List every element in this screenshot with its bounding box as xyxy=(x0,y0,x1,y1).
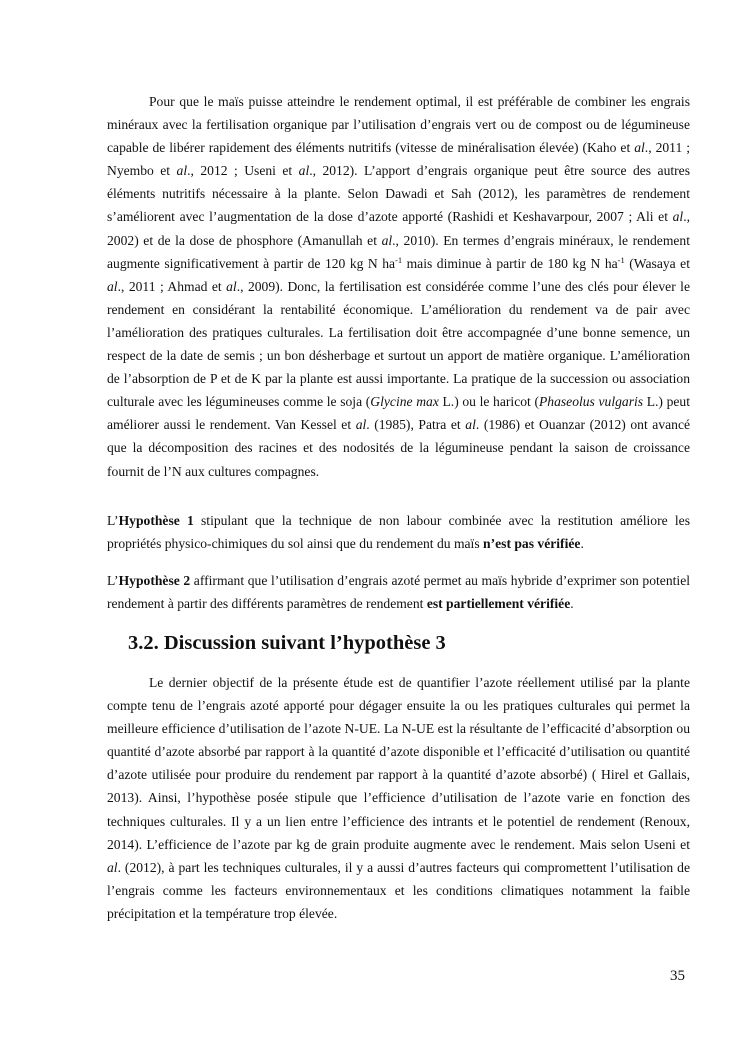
hypothesis-verdict: est partiellement vérifiée xyxy=(426,596,571,612)
species-name: Phaseolus vulgaris xyxy=(538,394,644,410)
italic-et-al: al xyxy=(107,859,118,875)
italic-et-al: al xyxy=(298,163,310,179)
text-run: Pour que le maïs puisse atteindre le rendement optimal, il est préférable de combiner les engrais minéraux avec la fertilisation organique par l’utilisation d’engrais vert ou de compost ou de légumineuse capable de libérer rapidement des éléments nutritifs (vitesse de minéralisation élevée) (Kaho et xyxy=(107,94,690,156)
italic-et-al: al xyxy=(634,140,645,156)
paragraph-hypothesis-1 xyxy=(107,509,690,555)
text-run: affirmant que l’utilisation d’engrais azoté permet au maïs hybride d’exprimer son potentiel rendement à partir des différents paramètres de rendement xyxy=(107,573,690,612)
italic-et-al: al xyxy=(107,278,118,294)
text-run: L’ xyxy=(107,513,119,528)
hypothesis-label: Hypothèse 2 xyxy=(118,573,191,588)
species-name: Glycine max xyxy=(370,394,439,410)
text-run: ., 2012). L’apport d’engrais organique peut être source des autres éléments nutritifs nécessaire à la plante. Selon Dawadi et Sah (2012), les paramètres de rendement s’améliorent avec l’augmentation de la dose d’azote apporté (Rashidi et Keshavarpour, 2007 ; Ali et xyxy=(107,163,690,225)
text-run: L’ xyxy=(107,573,119,588)
italic-et-al: al xyxy=(355,417,367,433)
text-run: ., 2002) et de la dose de phosphore (Amanullah et xyxy=(107,209,690,248)
text-run: ., 2010). En termes d’engrais minéraux, le rendement augmente significativement à partir de 120 kg N ha xyxy=(107,232,690,271)
text-run: . xyxy=(580,536,584,552)
text-run: . (2012), à part les techniques culturales, il y a aussi d’autres facteurs qui compromettent l’utilisation de l’engrais comme les facteurs environnementaux et les conditions climatiques notamment la faible précipitation et la température trop élevée. xyxy=(107,859,690,921)
text-run: ., 2012 ; Useni et xyxy=(187,163,299,179)
text-run: L.) ou le haricot ( xyxy=(438,394,539,410)
text-run: ., 2011 ; Nyembo et xyxy=(107,140,690,179)
section-heading: 3.2. Discussion suivant l’hypothèse 3 xyxy=(128,632,446,654)
text-run: ., 2009). Donc, la fertilisation est considérée comme l’une des clés pour élever le rendement en considérant la rentabilité économique. L’amélioration du rendement va de pair avec l’amélioration des pratiques culturales. La fertilisation doit être accompagnée d’une bonne semence, un respect de la date de semis ; un bon désherbage et surtout un apport de matière organique. L’amélioration de l’absorption de P et de K par la plante est aussi importante. La pratique de la succession ou association culturale avec les légumineuses comme le soja ( xyxy=(107,278,690,410)
text-run: stipulant que la technique de non labour combinée avec la restitution améliore les propriétés physico-chimiques du sol ainsi que du rendement du maïs xyxy=(107,513,690,552)
italic-et-al: al xyxy=(672,209,684,225)
italic-et-al: al xyxy=(465,417,476,433)
text-run: mais diminue à partir de 180 kg N ha xyxy=(402,255,618,271)
italic-et-al: al xyxy=(381,232,393,248)
paragraph-hypothesis-3 xyxy=(107,671,690,925)
italic-et-al: al xyxy=(176,163,188,179)
text-run: . (1986) et Ouanzar (2012) ont avancé que la décomposition des racines et des nodosités de la légumineuse pendant la saison de croissance fournit de l’N aux cultures compagnes. xyxy=(107,417,691,479)
text-run: . (1985), Patra et xyxy=(366,417,466,433)
text-run: . xyxy=(570,596,574,612)
italic-et-al: al xyxy=(226,278,237,294)
text-run: Le dernier objectif de la présente étude est de quantifier l’azote réellement utilisé par la plante compte tenu de l’engrais azoté apporté pour dégager ensuite la ou les pratiques culturales qui permet la meilleure efficience d’utilisation de l’azote N-UE. La N-UE est la résultante de l’efficacité d’absorption ou quantité d’azote absorbé par rapport à la quantité d’azote disponible et l’efficacité d’utilisation ou quantité d’azote utilisée pour produire du rendement par rapport à la quantité d’azote absorbé) ( Hirel et Gallais, 2013). Ainsi, l’hypothèse posée stipule que l’efficience d’utilisation de l’azote varie en fonction des techniques culturales. Il y a un lien entre l’efficience des intrants et le potentiel de rendement (Renoux, 2014). L’efficience de l’azote par kg de grain produite augmente avec le rendement. Mais selon Useni et xyxy=(107,675,690,852)
text-run: L.) peut améliorer aussi le rendement. Van Kessel et xyxy=(107,394,690,433)
hypothesis-verdict: n’est pas vérifiée xyxy=(483,536,581,552)
superscript: -1 xyxy=(617,254,625,265)
paragraph-fertilization xyxy=(107,90,690,483)
paragraph-hypothesis-2 xyxy=(107,569,690,615)
text-run: (Wasaya et xyxy=(624,255,690,271)
text-run: ., 2011 ; Ahmad et xyxy=(117,278,227,294)
page-number: 35 xyxy=(670,968,685,984)
hypothesis-label: Hypothèse 1 xyxy=(118,513,194,528)
superscript: -1 xyxy=(395,254,403,265)
